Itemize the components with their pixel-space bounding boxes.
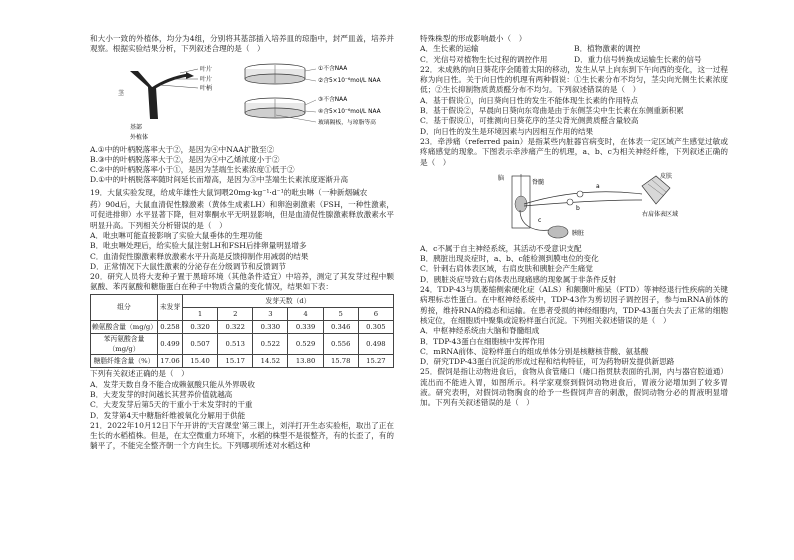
cell: 14.52 — [253, 355, 288, 368]
cell: 15.40 — [183, 355, 218, 368]
cell: 0.498 — [358, 333, 393, 355]
cell: 0.522 — [253, 333, 288, 355]
q19-option-b[interactable]: B．吡虫啉处理后，给实验大鼠注射LH和FSH后排卵量明显增多 — [90, 241, 307, 251]
q19-stem-b: 药）90d后，大鼠血清促性腺激素（黄体生成素LH）和卵泡刺激素（FSH，一种性激素，可促进排卵）水平显著下降，但对睾酮水平无明显影响，但是血清促性腺激素释放激素水平明显升高。下列相关分析错误的是（ ） — [90, 200, 394, 230]
label-dish4: ④含5×10⁻⁶mol/L NAA — [318, 108, 381, 115]
label-dish3: ③不含NAA — [318, 96, 348, 103]
day-cell: 1 — [183, 307, 218, 320]
q20-option-c[interactable]: C．大麦发芽后第5天的干重小于未发芽时的干重 — [90, 400, 253, 410]
q23-stem: 23．牵涉痛（referred pain）是指某些内脏器官病变时，在体表一定区域产生感觉过敏或疼痛感觉的现象。下图表示牵涉痛产生的机理，a、b、c为相关神经纤维，下列叙述正确的是（ ） — [420, 136, 728, 167]
label-b: b — [576, 204, 580, 212]
label-spinal: 脊髓 — [532, 178, 545, 186]
q23-options — [420, 244, 728, 285]
q22-option-b[interactable]: B．基于假说②，早晨向日葵向东弯曲是由于东侧茎尖中生长素在东侧重新积累 — [420, 106, 684, 116]
q20-ask: 下列有关叙述正确的是（ ） — [90, 369, 189, 379]
explant-diagram — [90, 57, 394, 143]
q21-stem: 21．2022年10月12日下午开讲的'天宫课堂'第三课上，刘洋打开生态实验柜，取出了正在生长的水稻植株。但是，在太空微重力环境下，水稻的株型不是很整齐，有的长歪了，有的躺平了，不能完全整齐朝一个方向生长。下列哪项所述对水稻这种 — [90, 420, 394, 451]
dish-a — [245, 64, 305, 84]
cell: 0.330 — [253, 320, 288, 333]
label-petiole: 叶柄 — [200, 84, 213, 92]
explant-figure — [90, 57, 394, 143]
q21-option-b[interactable]: B．植物激素的调控 — [574, 44, 641, 54]
table-row — [91, 320, 394, 333]
cell: 0.507 — [183, 333, 218, 355]
label-c: c — [538, 216, 542, 224]
q18-option-c[interactable]: C.②中的叶柄脱落率小于①，是因为茎端生长素浓度①低于② — [90, 165, 295, 175]
q21-options — [420, 44, 728, 65]
header-days: 发芽天数（d） — [183, 294, 394, 307]
q22-stem: 22．未成熟的向日葵花序会随着太阳的移动，发生从早上向东到下午向西的变化，这一过程称为向日性。关于向日性的机理有两种假说：①生长素分布不均匀，茎尖向光侧生长素浓度低；②生长抑制物质黄质醛分布不均匀。下列叙述错误的是（ ） — [420, 64, 728, 95]
table-row — [91, 355, 394, 368]
q18-option-d[interactable]: D.①中的叶柄脱落率随时间延长而增高，是因为③中茎端生长素浓度逐渐升高 — [90, 175, 349, 185]
q24-option-d[interactable]: D．研究TDP-43蛋白沉淀的形成过程和结构特征，可为药物研发提供新思路 — [420, 357, 675, 367]
q20-option-d[interactable]: D．发芽第4天中糖脂纤维被氧化分解用于供能 — [90, 410, 246, 420]
q21-stem-continued: 特殊株型的形成影响最小（ ） — [420, 34, 527, 43]
label-dish1: ①不含NAA — [318, 65, 348, 72]
q19-option-d[interactable]: D．正常情况下大鼠性激素的分泌存在分级调节和反馈调节 — [90, 261, 286, 271]
label-explant: 外植体 — [130, 133, 149, 141]
cell: 15.17 — [218, 355, 253, 368]
q21-option-a[interactable]: A．生长素的运输 — [420, 44, 479, 54]
label-brain: 脑 — [498, 174, 505, 182]
row-name: 糖脂纤维含量（%） — [91, 355, 158, 368]
row-name: 赖氨酸含量（mg/g） — [91, 320, 158, 333]
header-group: 组分 — [91, 294, 158, 320]
label-leaf: 叶片 — [200, 65, 213, 73]
q25-stem: 25．假饲是指让动物进食后，食物从食管瘘口（瘘口指贯肤表面的孔洞，内与器官腔道通）流出而不能进入胃，如图所示。科学家观察到假饲动物进食后，胃液分泌增加到了较多胃液。研究表明，对假饲动物胸食的给予一些假饲声音的刺激，假饲动物分必的胃液明显增加。下列有关叙述错误的是（ ） — [420, 367, 728, 408]
cell: 0.513 — [218, 333, 253, 355]
q24-options — [420, 326, 728, 367]
q18-option-b[interactable]: B.③中的叶柄脱落率大于②，是因为④中乙烯浓度小于② — [90, 154, 280, 164]
q19-option-a[interactable]: A．吡虫啉可能直接影响了实验大鼠垂体的生理功能 — [90, 230, 263, 240]
q22-options — [420, 96, 728, 137]
cell: 0.322 — [218, 320, 253, 333]
q24-option-a[interactable]: A．中枢神经系统由大脑和脊髓组成 — [420, 326, 540, 336]
q19-options — [90, 231, 394, 272]
referred-pain-figure — [420, 170, 728, 242]
q23-option-c[interactable]: C．针刺右肩体表区域，右肩皮肤和胰脏会产生痛觉 — [420, 264, 593, 274]
right-column — [420, 34, 728, 409]
referred-pain-diagram — [420, 170, 728, 242]
header-ungerminated: 未发芽 — [158, 294, 183, 320]
label-skin: 皮肤 — [660, 172, 673, 180]
cell: 0.339 — [288, 320, 323, 333]
label-dish2: ②含5×10⁻⁶mol/L NAA — [318, 77, 381, 84]
q20-options — [90, 380, 394, 421]
q23-option-a[interactable]: A．c不属于自主神经系统，其活动不受意识支配 — [420, 243, 582, 253]
day-cell: 5 — [323, 307, 358, 320]
germination-table — [90, 294, 394, 369]
cell: 15.78 — [323, 355, 358, 368]
q20-option-b[interactable]: B．大麦发芽的时间越长其营养价值就越高 — [90, 389, 233, 399]
cell: 0.346 — [323, 320, 358, 333]
label-a: a — [596, 182, 600, 190]
q18-options — [90, 145, 394, 186]
cell: 13.80 — [288, 355, 323, 368]
label-organ: 胰脏 — [572, 229, 585, 237]
cell: 0.556 — [323, 333, 358, 355]
label-barrier: 玻璃隔板，与琼脂等高 — [318, 119, 376, 126]
q22-option-d[interactable]: D．向日性的发生是环境因素与内因相互作用的结果 — [420, 126, 594, 136]
label-base: 基部 — [130, 123, 143, 131]
q23-option-b[interactable]: B．胰脏出现炎症时，a、b、c能检测到膜电位的变化 — [420, 254, 599, 264]
cell: 0.305 — [358, 320, 393, 333]
cell: 0.320 — [183, 320, 218, 333]
q21-option-c[interactable]: C．光信号对植物生长过程的调控作用 — [420, 54, 548, 64]
q21-option-d[interactable]: D．重力信号转换成运输生长素的信号 — [574, 54, 702, 64]
label-stem: 茎 — [118, 89, 125, 97]
q20-stem: 20．研究人员将大麦种子置于黑暗环境（其他条件适宜）中培养，测定了其发芽过程中颗氨酸、苯丙氨酸和糖脂蛋白在种子中物质含量的变化情况，结果如下表： — [90, 272, 394, 292]
day-cell: 3 — [253, 307, 288, 320]
cell: 0.499 — [158, 333, 183, 355]
q18-stem: 和大小一致的外植体，均分为4组，分别将其基部插入培养皿的琼脂中，封严皿盖，培养并观察。根据实验结果分析，下列叙述合理的是（ ） — [90, 34, 394, 54]
table-header-row — [91, 294, 394, 307]
q19-stem-a: 19．大鼠实验发现，给成年雄性大鼠饲喂20mg·kg⁻¹·d⁻¹的吡虫啉（一种新烟碱农 — [90, 187, 368, 197]
cell: 0.258 — [158, 320, 183, 333]
dish-b — [245, 98, 305, 118]
q22-option-a[interactable]: A．基于假说①，向日葵向日性的发生不能体现生长素的作用特点 — [420, 95, 639, 105]
q20-option-a[interactable]: A．发芽天数自身不能合成赖氨酸只能从外界吸收 — [90, 379, 255, 389]
q24-option-b[interactable]: B．TDP-43蛋白在细胞核中发挥作用 — [420, 336, 545, 346]
table-row — [91, 333, 394, 355]
day-cell: 4 — [288, 307, 323, 320]
left-column — [90, 34, 394, 452]
q19-option-c[interactable]: C．血清促性腺激素释放激素水平升高是反馈抑制作用减弱的结果 — [90, 251, 309, 261]
q18-option-a[interactable]: A.①中的叶柄脱落率大于②，是因为④中NAA扩散至② — [90, 144, 275, 154]
q22-option-c[interactable]: C．基于假说①，可推测向日葵花序的茎尖背光侧黄质醛含量较高 — [420, 116, 639, 126]
label-lamina: 叶片 — [200, 75, 213, 83]
day-cell: 6 — [358, 307, 393, 320]
cell: 17.06 — [158, 355, 183, 368]
q23-option-d[interactable]: D．胰脏炎症导致右肩体表出现痛感的现象属于非条件反射 — [420, 274, 616, 284]
day-cell: 2 — [218, 307, 253, 320]
q24-option-c[interactable]: C．mRNA前体、淀粉样蛋白的组成单体分别是核糖核苷酸、氨基酸 — [420, 346, 649, 356]
row-name: 苯丙氨酸含量（mg/g） — [91, 333, 158, 355]
label-skin-area: 右肩体表区域 — [642, 210, 679, 218]
cell: 0.529 — [288, 333, 323, 355]
q24-stem: 24．TDP-43与肌萎缩侧索硬化症（ALS）和额颞叶痴呆（FTD）等神经退行性疾病的关键病理标志性蛋白。在中枢神经系统中，TDP-43作为剪切因子调控因子，参与mRNA前体的剪接，维持RNA的稳态和运输。在患者受损的神经细胞内，TDP-43蛋白失去了正常的细胞核定位，在细胞质中聚集或淀粉样蛋白沉淀。下列相关叙述错误的是（ ） — [420, 285, 728, 325]
cell: 15.27 — [358, 355, 393, 368]
